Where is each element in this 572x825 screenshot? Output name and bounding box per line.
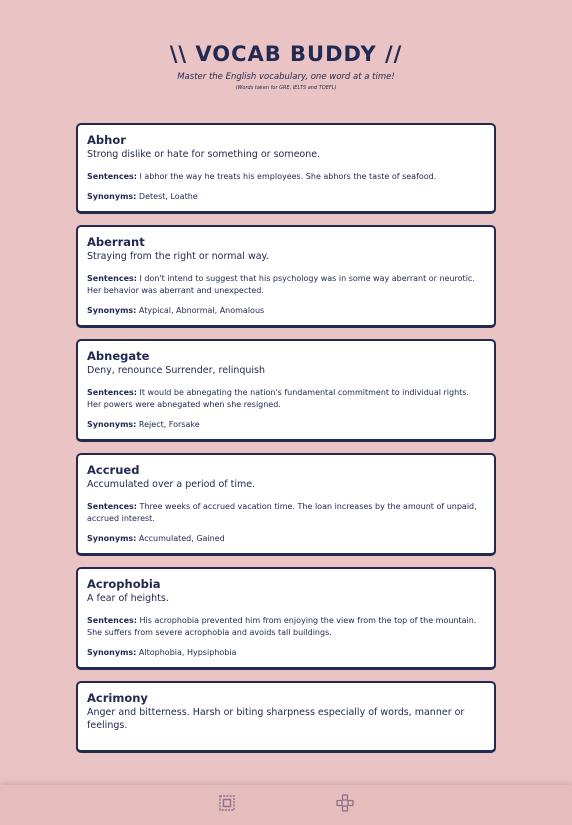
word-title: Acrophobia: [87, 577, 161, 591]
app-title: \\ VOCAB BUDDY //: [169, 42, 403, 66]
sentences-text: His acrophobia prevented him from enjoying the view from the top of the mountain. She suffers from severe acrophobia and avoids tall buildings.: [87, 616, 477, 637]
synonyms-text: Accumulated, Gained: [138, 534, 225, 543]
sentences-row: [87, 501, 485, 525]
word-card[interactable]: [76, 681, 496, 753]
nav-game-button[interactable]: [336, 796, 354, 814]
word-meaning: Anger and bitterness. Harsh or biting sharpness especially of words, manner or feelings.: [87, 707, 465, 731]
sentences-row: [87, 171, 485, 183]
word-card[interactable]: [76, 225, 496, 328]
source-note: (Words taken for GRE, IELTS and TOEFL): [235, 85, 337, 91]
sentences-label: Sentences:: [87, 172, 137, 181]
app-tagline: Master the English vocabulary, one word at a time!: [177, 72, 395, 82]
word-meaning: Strong dislike or hate for something or someone.: [87, 149, 321, 160]
sentences-label: Sentences:: [87, 502, 137, 511]
word-title: Accrued: [87, 463, 140, 477]
game-controller-icon: [336, 794, 354, 816]
bottom-nav: [0, 785, 572, 825]
synonyms-row: [87, 305, 485, 317]
sentences-label: Sentences:: [87, 616, 137, 625]
app-header: [0, 0, 572, 91]
sentences-label: Sentences:: [87, 388, 137, 397]
synonyms-row: [87, 647, 485, 659]
synonyms-label: Synonyms:: [87, 534, 137, 543]
synonyms-text: Altophobia, Hypsiphobia: [138, 648, 237, 657]
sentences-row: [87, 615, 485, 639]
sentences-text: I abhor the way he treats his employees. She abhors the taste of seafood.: [139, 172, 437, 181]
synonyms-label: Synonyms:: [87, 192, 137, 201]
word-list: [76, 123, 496, 764]
synonyms-text: Atypical, Abnormal, Anomalous: [138, 306, 265, 315]
word-meaning: A fear of heights.: [87, 593, 169, 604]
word-title: Aberrant: [87, 235, 145, 249]
synonyms-row: [87, 419, 485, 431]
synonyms-label: Synonyms:: [87, 420, 137, 429]
sentences-text: I don't intend to suggest that his psychology was in some way aberrant or neurotic. Her behavior was aberrant and unexpected.: [87, 274, 475, 295]
word-title: Acrimony: [87, 691, 148, 705]
word-meaning: Straying from the right or normal way.: [87, 251, 269, 262]
word-card[interactable]: [76, 567, 496, 670]
synonyms-text: Detest, Loathe: [138, 192, 198, 201]
word-meaning: Accumulated over a period of time.: [87, 479, 256, 490]
sentences-row: [87, 387, 485, 411]
word-meaning: Deny, renounce Surrender, relinquish: [87, 365, 266, 376]
sentences-row: [87, 273, 485, 297]
sentences-text: It would be abnegating the nation's fundamental commitment to individual rights. Her powers were abnegated when she resigned.: [87, 388, 470, 409]
synonyms-label: Synonyms:: [87, 648, 137, 657]
word-title: Abhor: [87, 133, 126, 147]
word-card[interactable]: [76, 339, 496, 442]
synonyms-text: Reject, Forsake: [138, 420, 200, 429]
synonyms-row: [87, 191, 485, 203]
sentences-label: Sentences:: [87, 274, 137, 283]
sentences-text: Three weeks of accrued vacation time. The loan increases by the amount of unpaid, accrued interest.: [87, 502, 477, 523]
cards-icon: [219, 795, 235, 815]
word-title: Abnegate: [87, 349, 150, 363]
synonyms-row: [87, 533, 485, 545]
word-card[interactable]: [76, 123, 496, 214]
nav-cards-button[interactable]: [218, 796, 236, 814]
synonyms-label: Synonyms:: [87, 306, 137, 315]
word-card[interactable]: [76, 453, 496, 556]
